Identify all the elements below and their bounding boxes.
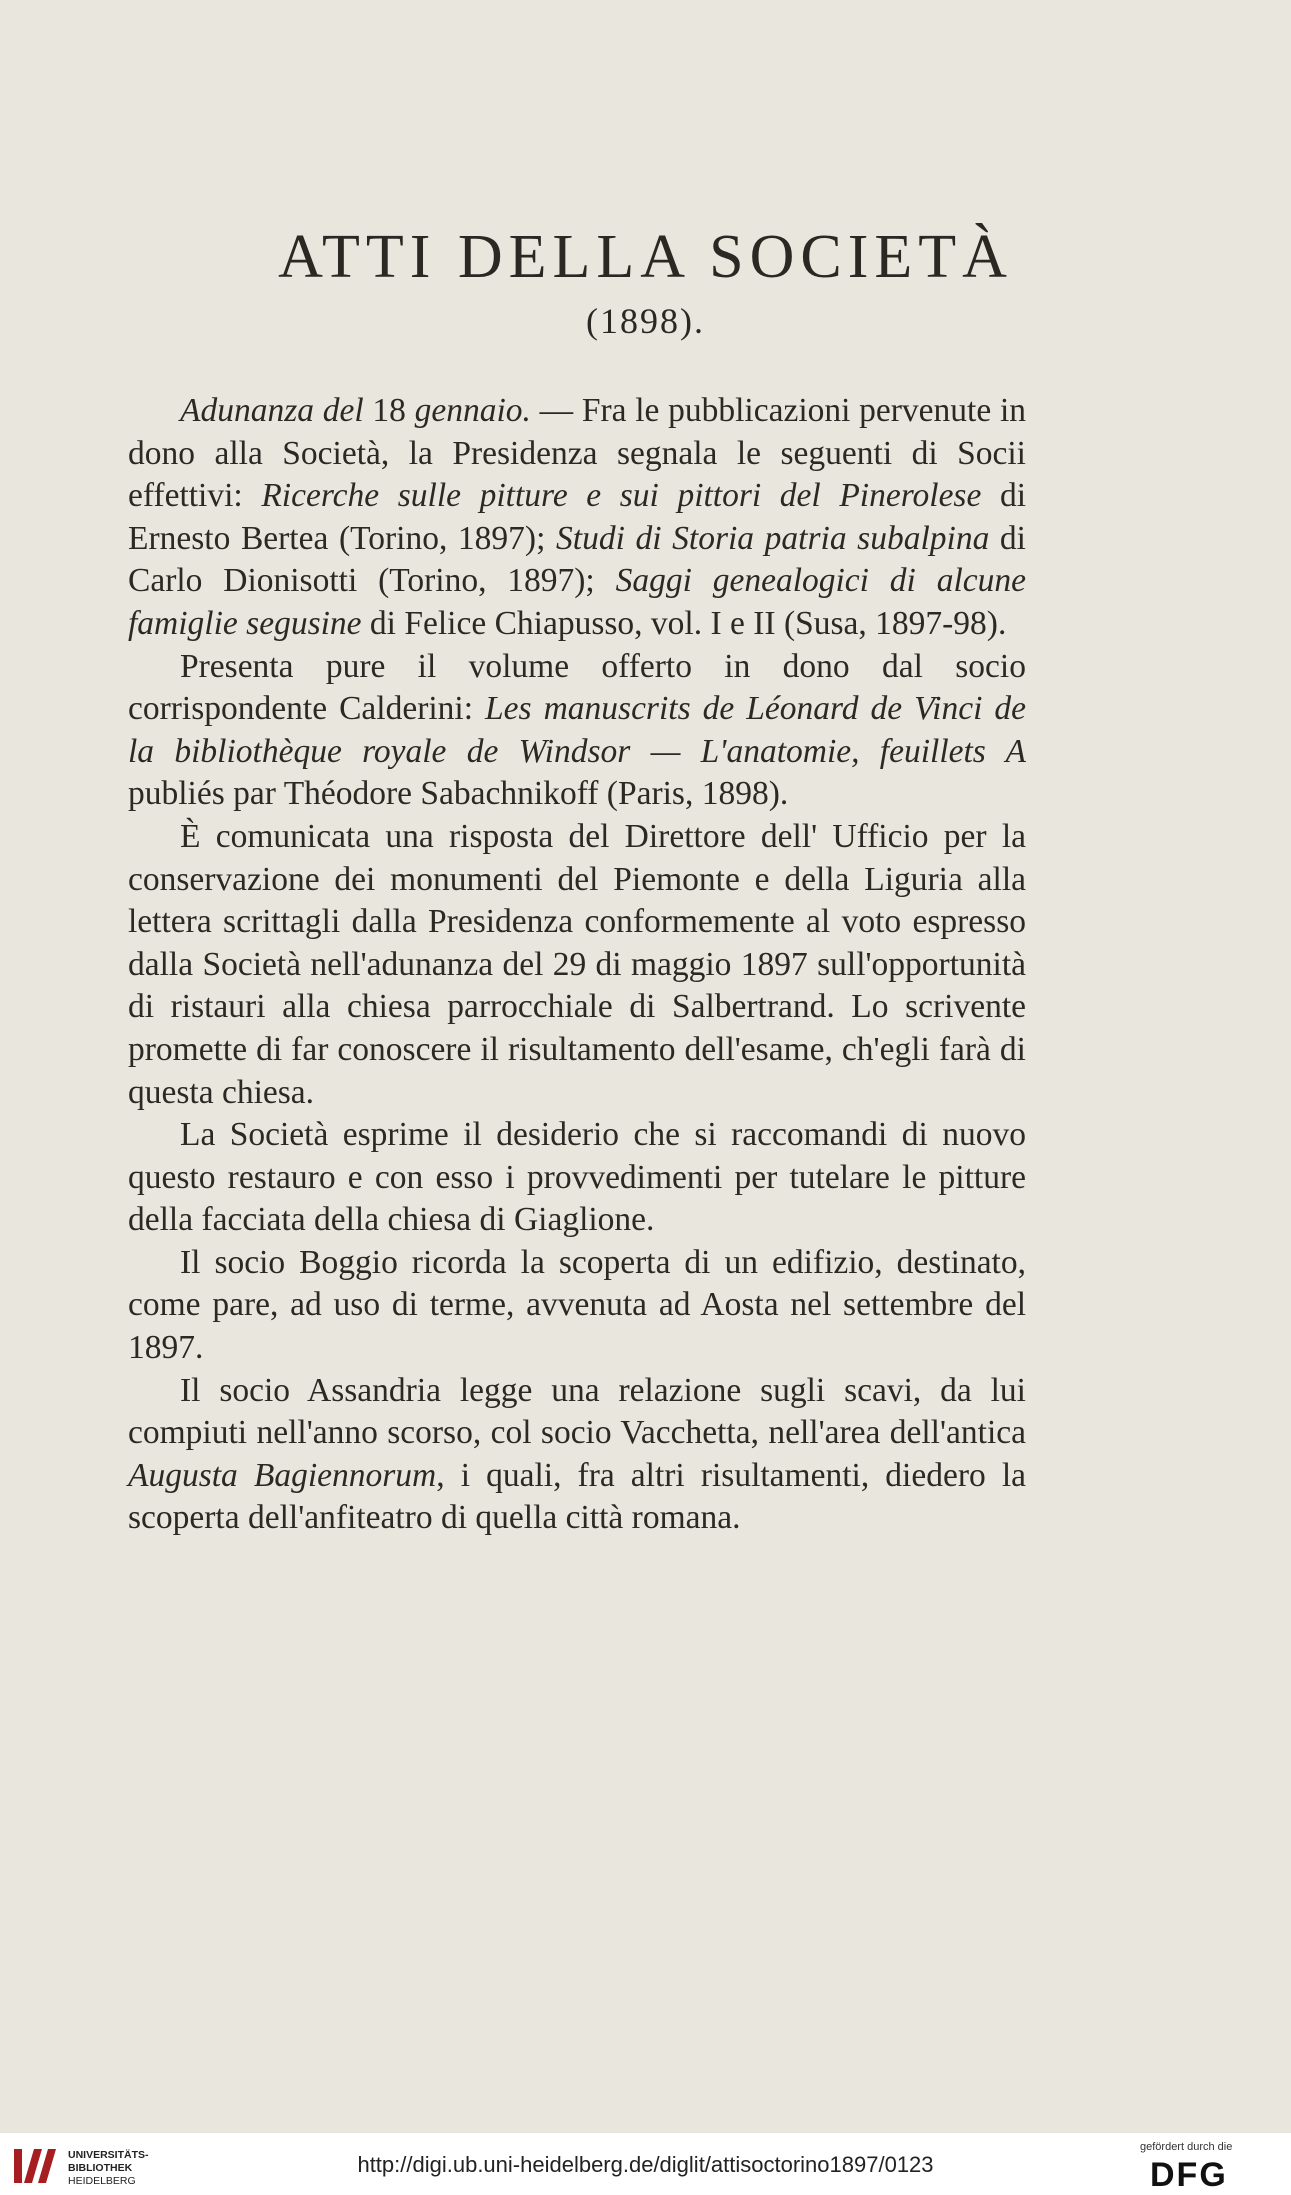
italic-text-segment: Augusta Bagiennorum <box>128 1456 437 1494</box>
text-segment: di Carlo Dionisotti (Torino, 1897); <box>128 519 1026 600</box>
text-segment: Il socio Boggio ricorda la scoperta di un edifizio, destinato, come pare, ad uso di terme, avvenuta ad Aosta nel settembre del 1897. <box>128 1243 1026 1367</box>
library-line-2: BIBLIOTHEK <box>68 2162 133 2174</box>
text-segment: È comunicata una risposta del Direttore dell' Ufficio per la conservazione dei monumenti del Piemonte e della Liguria alla lettera scrittagli dalla Presidenza conformemente al voto espresso dalla Società nell'adunanza del 29 di maggio 1897 sull'opportunità di ristauri alla chiesa parrocchiale di Salbertrand. Lo scrivente promette di far conoscere il risultamento dell'esame, ch'egli farà di questa chiesa. <box>128 817 1026 1111</box>
text-segment: Il socio Assandria legge una relazione sugli scavi, da lui compiuti nell'anno scorso, col socio Vacchetta, nell'area dell'antica <box>128 1371 1026 1452</box>
italic-text-segment: Adunanza del <box>180 392 373 429</box>
paragraph <box>128 816 1026 1114</box>
dfg-funding-label: gefördert durch die <box>1140 2141 1233 2153</box>
text-segment: Presenta pure il volume offerto in dono dal socio corrispondente Calderini: <box>128 647 1026 728</box>
library-line-3: HEIDELBERG <box>68 2175 136 2187</box>
paragraph <box>128 1114 1026 1242</box>
text-segment: La Società esprime il desiderio che si raccomandi di nuovo questo restauro e con esso i provvedimenti per tutelare le pitture della facciata della chiesa di Giaglione. <box>128 1116 1026 1239</box>
italic-text-segment: gennaio. <box>414 392 531 429</box>
dfg-logo: DFG <box>1150 2156 1228 2194</box>
paragraph <box>128 1242 1026 1370</box>
text-segment: di Felice Chiapusso, vol. I e II (Susa, 1897-98). <box>361 604 1007 642</box>
italic-text-segment: Studi di Storia patria subalpina <box>556 519 990 557</box>
italic-text-segment: Ricerche sulle pitture e sui pittori del Pinerolese <box>261 477 982 515</box>
text-segment: publiés par Théodore Sabachnikoff (Paris, 1898). <box>128 775 789 813</box>
text-segment: — Fra le pubblicazioni pervenute in dono alla Società, la Presidenza segnala le seguenti di Socii effettivi: <box>128 392 1027 515</box>
text-segment: 18 <box>372 392 415 429</box>
permalink-url[interactable]: http://digi.ub.uni-heidelberg.de/diglit/attisoctorino1897/0123 <box>357 2152 934 2177</box>
paragraph <box>128 646 1026 816</box>
paragraph <box>128 390 1026 646</box>
page-subtitle-year: (1898). <box>586 301 705 341</box>
text-segment: , i quali, fra altri risultamenti, diedero la scoperta dell'anfiteatro di quella città romana. <box>128 1456 1026 1537</box>
text-segment: di Ernesto Bertea (Torino, 1897); <box>128 477 1026 557</box>
paragraph <box>128 1370 1026 1540</box>
italic-text-segment: Les manuscrits de Léonard de Vinci de la bibliothèque royale de Windsor — L'anatomie, feuillets A <box>128 690 1026 770</box>
library-line-1: UNIVERSITÄTS- <box>68 2149 149 2161</box>
body-text <box>128 390 1026 1540</box>
page-title: ATTI DELLA SOCIETÀ <box>278 223 1013 291</box>
italic-text-segment: Saggi genealogici di alcune famiglie segusine <box>128 562 1026 642</box>
